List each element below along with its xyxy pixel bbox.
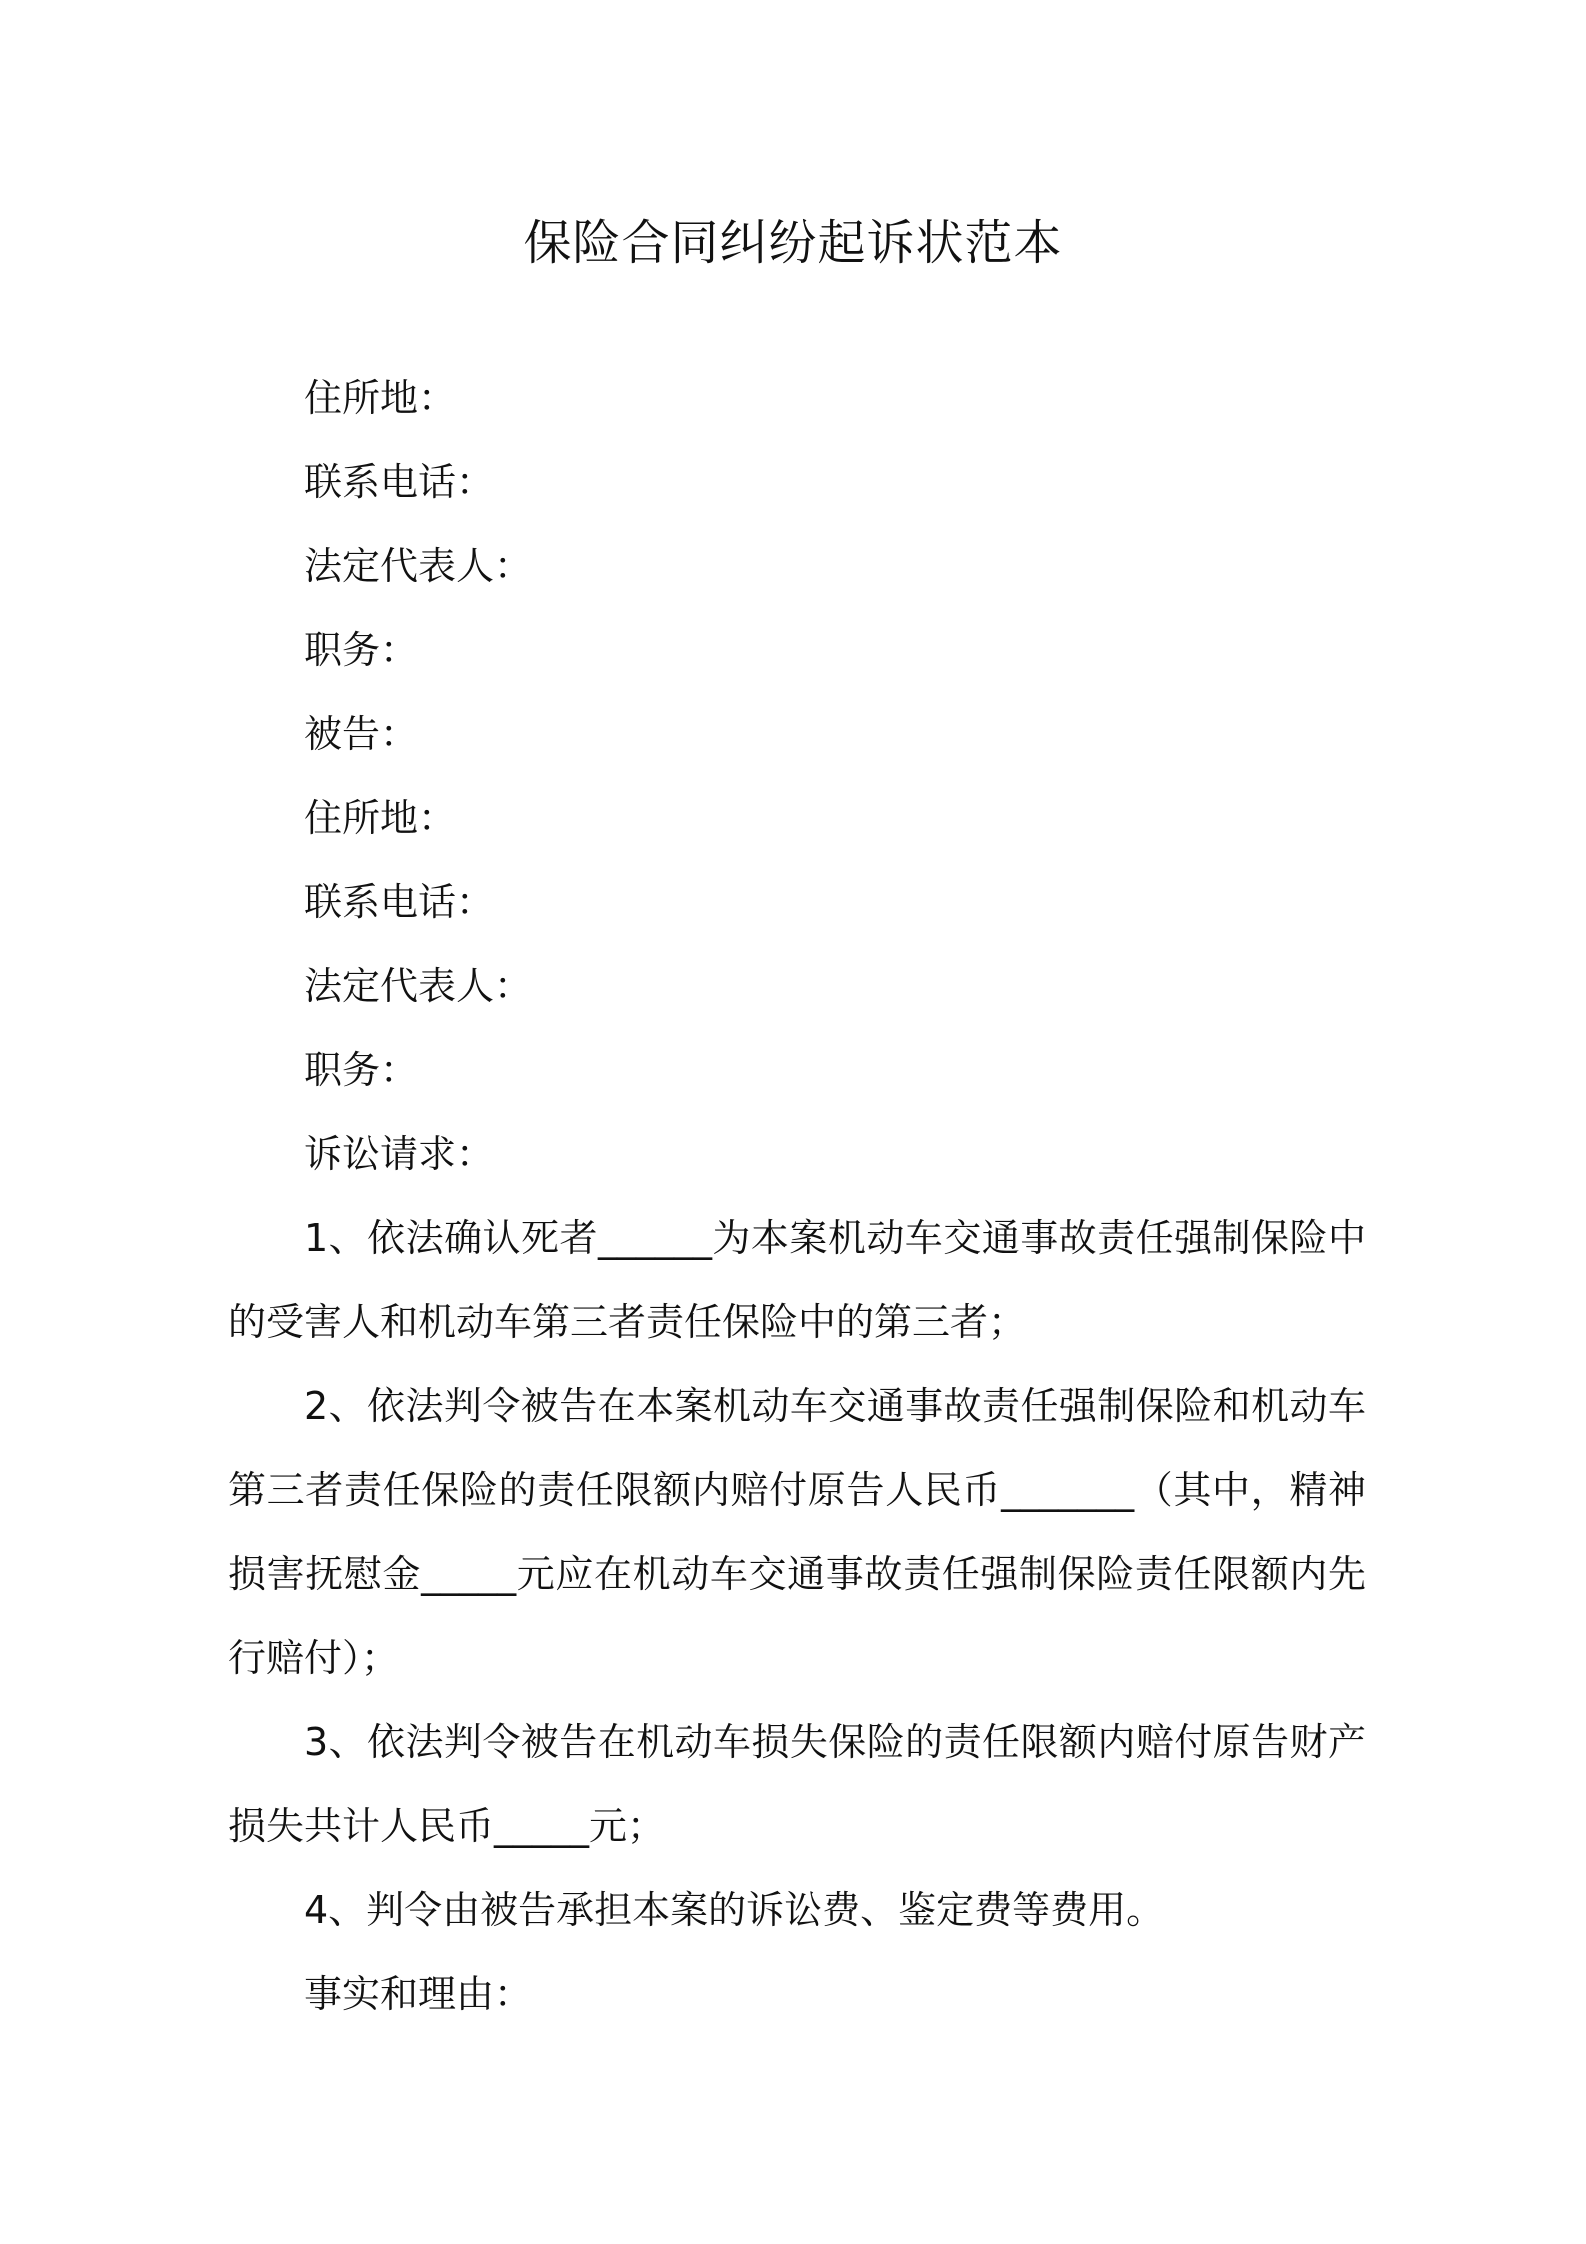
plaintiff-legal-rep-field: 法定代表人：: [304, 544, 533, 588]
plaintiff-address-field: 住所地：: [304, 376, 457, 420]
claim-item-1: 1、依法确认死者______为本案机动车交通事故责任强制保险中的受害人和机动车第三者责任保险中的第三者；: [228, 1216, 1366, 1344]
claims-heading: 诉讼请求：: [304, 1132, 495, 1176]
plaintiff-position-field: 职务：: [304, 628, 419, 672]
defendant-position-field: 职务：: [304, 1048, 419, 1092]
document-body: [228, 356, 1366, 2036]
claim-item-2: 2、依法判令被告在本案机动车交通事故责任强制保险和机动车第三者责任保险的责任限额内赔付原告人民币_______（其中，精神损害抚慰金_____元应在机动车交通事故责任强制保险责任限额内先行赔付）；: [228, 1384, 1366, 1680]
claim-item-4: 4、判令由被告承担本案的诉讼费、鉴定费等费用。: [304, 1888, 1165, 1932]
defendant-phone-field: 联系电话：: [304, 880, 495, 924]
claim-item-3: 3、依法判令被告在机动车损失保险的责任限额内赔付原告财产损失共计人民币_____元；: [228, 1720, 1366, 1848]
document-title: 保险合同纠纷起诉状范本: [523, 215, 1063, 271]
defendant-legal-rep-field: 法定代表人：: [304, 964, 533, 1008]
defendant-address-field: 住所地：: [304, 796, 457, 840]
defendant-label: 被告：: [304, 712, 419, 756]
facts-heading: 事实和理由：: [304, 1972, 533, 2016]
plaintiff-phone-field: 联系电话：: [304, 460, 495, 504]
